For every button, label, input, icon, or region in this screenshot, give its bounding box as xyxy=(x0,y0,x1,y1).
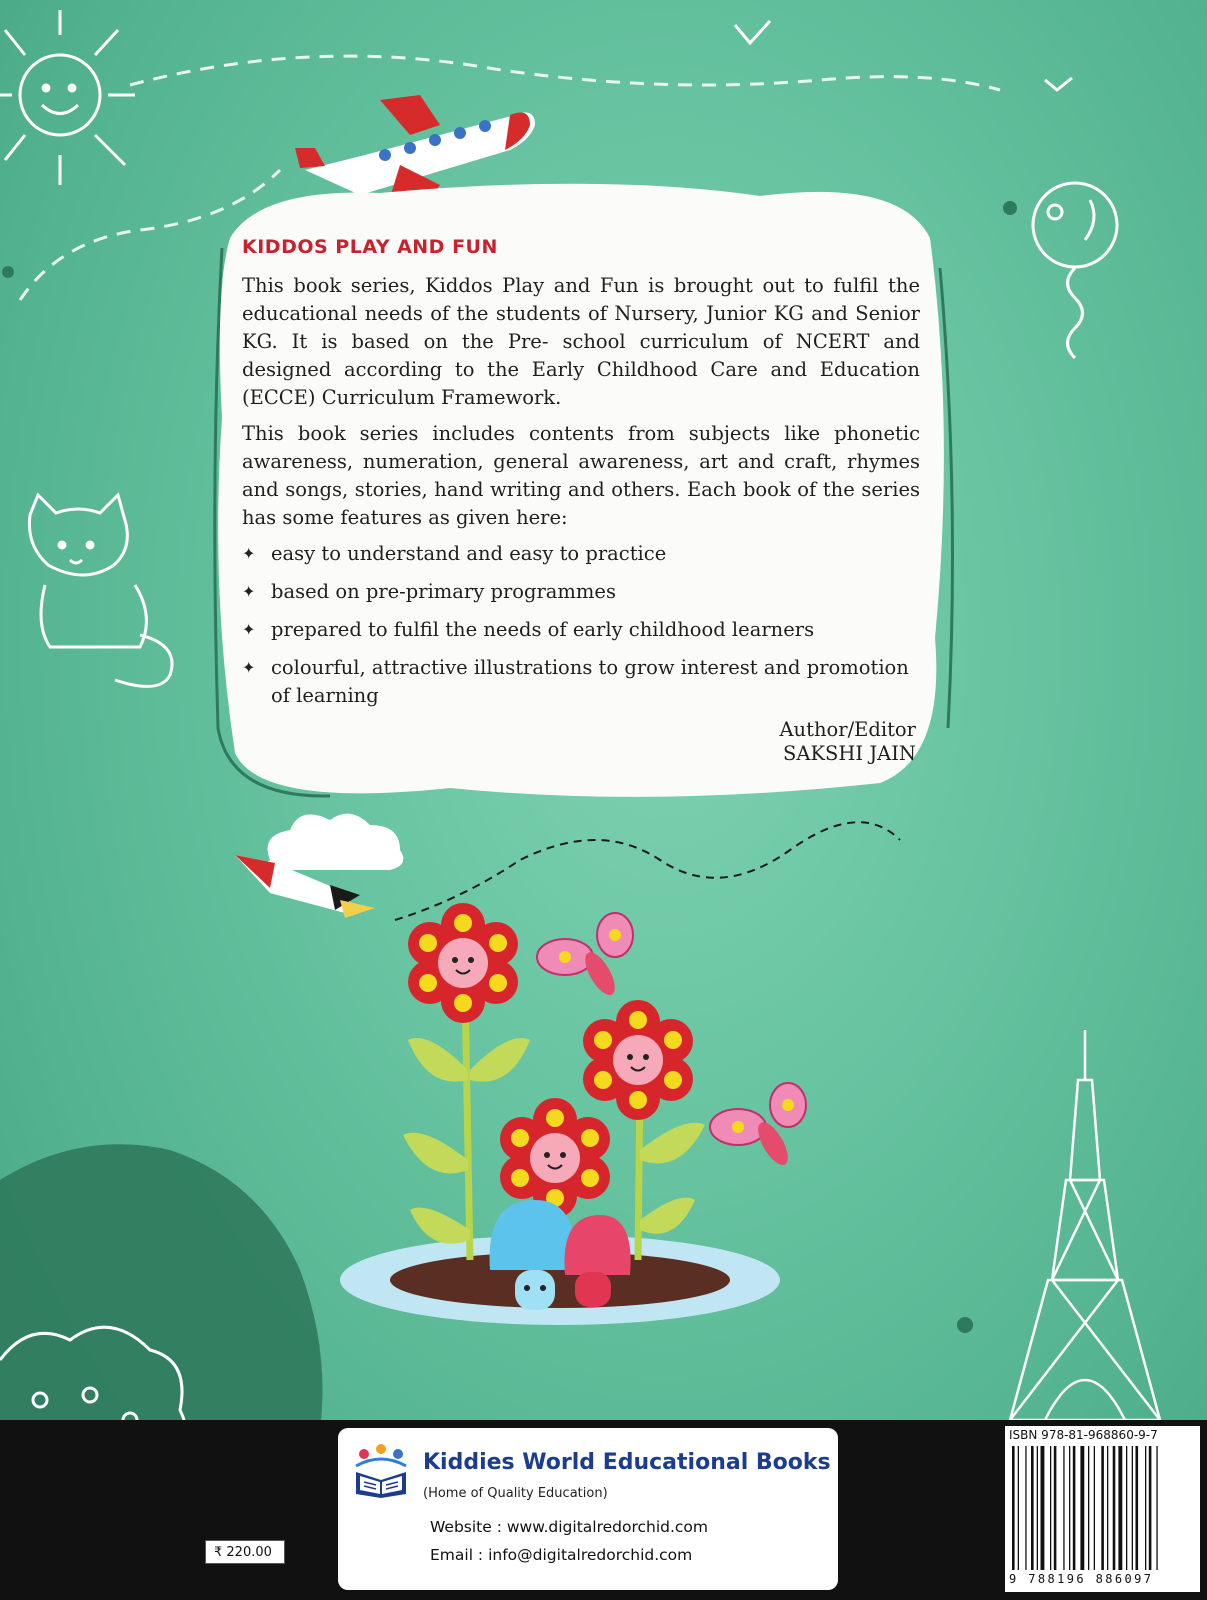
barcode-box xyxy=(1005,1426,1200,1592)
publisher-website: Website : www.digitalredorchid.com xyxy=(430,1518,709,1536)
sun-icon xyxy=(0,10,135,185)
barcode-bar xyxy=(1012,1446,1015,1570)
barcode-bar xyxy=(1156,1446,1157,1570)
signature-name: SAKSHI JAIN xyxy=(783,742,916,765)
bird-icon xyxy=(735,21,1072,90)
feature-list xyxy=(242,540,920,710)
cat-icon xyxy=(29,495,172,686)
barcode-bar xyxy=(1054,1446,1057,1570)
barcode-bar xyxy=(1037,1446,1038,1570)
publisher-name: Kiddies World Educational Books xyxy=(423,1450,831,1475)
list-item xyxy=(242,540,920,568)
contents-paragraph: This book series includes contents from subjects like phonetic awareness, numeration, general awareness, art and craft, rhymes and songs, stories, hand writing and others. Each book of the series has some features as given here: xyxy=(242,422,920,529)
cloud-icon xyxy=(267,814,404,870)
barcode-bar xyxy=(1107,1446,1108,1570)
list-item xyxy=(242,578,920,606)
dot xyxy=(2,266,14,278)
barcode-bar xyxy=(1069,1446,1070,1570)
hill-shape xyxy=(0,1144,323,1430)
balloon-icon xyxy=(1033,183,1117,358)
barcode-icon xyxy=(1010,1446,1195,1570)
star-bullet-icon: ✦ xyxy=(242,582,256,601)
price-tag: ₹ 220.00 xyxy=(205,1540,285,1564)
dot xyxy=(957,1317,973,1333)
publisher-box xyxy=(338,1428,838,1590)
barcode-bar xyxy=(1113,1446,1116,1570)
barcode-bar xyxy=(1031,1446,1034,1570)
list-item xyxy=(242,616,920,644)
feature-text: prepared to fulfil the needs of early childhood learners xyxy=(271,618,815,641)
star-bullet-icon: ✦ xyxy=(242,620,256,639)
feature-text: colourful, attractive illustrations to grow interest and promotion of learning xyxy=(271,656,909,707)
barcode-bar xyxy=(1063,1446,1064,1570)
barcode-bar xyxy=(1101,1446,1104,1570)
publisher-tagline: (Home of Quality Education) xyxy=(423,1486,608,1501)
info-panel xyxy=(242,228,920,768)
barcode-bar xyxy=(1041,1446,1045,1570)
list-item xyxy=(242,654,920,710)
barcode-bar xyxy=(1132,1446,1133,1570)
isbn-label: ISBN 978-81-968860-9-7 xyxy=(1009,1428,1158,1442)
barcode-bar xyxy=(1149,1446,1152,1570)
dot xyxy=(1003,201,1017,215)
barcode-bar xyxy=(1145,1446,1146,1570)
barcode-bar xyxy=(1025,1446,1026,1570)
barcode-bar xyxy=(1073,1446,1076,1570)
intro-paragraph: This book series, Kiddos Play and Fun is brought out to fulfil the educational needs of the students of Nursery, Junior KG and Senior KG. It is based on the Pre- school curriculum of NCERT and designed according to the Early Childhood Care and Education (ECCE) Curriculum Framework. xyxy=(242,274,920,409)
barcode-bar xyxy=(1118,1446,1122,1570)
star-bullet-icon: ✦ xyxy=(242,544,256,563)
barcode-bar xyxy=(1088,1446,1089,1570)
publisher-email: Email : info@digitalredorchid.com xyxy=(430,1546,693,1564)
series-title: KIDDOS PLAY AND FUN xyxy=(242,236,498,258)
feature-text: based on pre-primary programmes xyxy=(271,580,616,603)
feature-text: easy to understand and easy to practice xyxy=(271,542,667,565)
barcode-bar xyxy=(1080,1446,1084,1570)
barcode-bar xyxy=(1018,1446,1019,1570)
barcode-bar xyxy=(1094,1446,1095,1570)
barcode-bar xyxy=(1050,1446,1051,1570)
dashed-path xyxy=(130,56,1000,90)
barcode-digits: 9 788196 886097 xyxy=(1009,1572,1154,1586)
barcode-bar xyxy=(1136,1446,1139,1570)
star-bullet-icon: ✦ xyxy=(242,658,256,677)
eiffel-tower-icon xyxy=(1010,1030,1160,1420)
signature-role: Author/Editor xyxy=(779,718,916,741)
barcode-bar xyxy=(1126,1446,1127,1570)
book-logo-icon xyxy=(350,1442,412,1498)
